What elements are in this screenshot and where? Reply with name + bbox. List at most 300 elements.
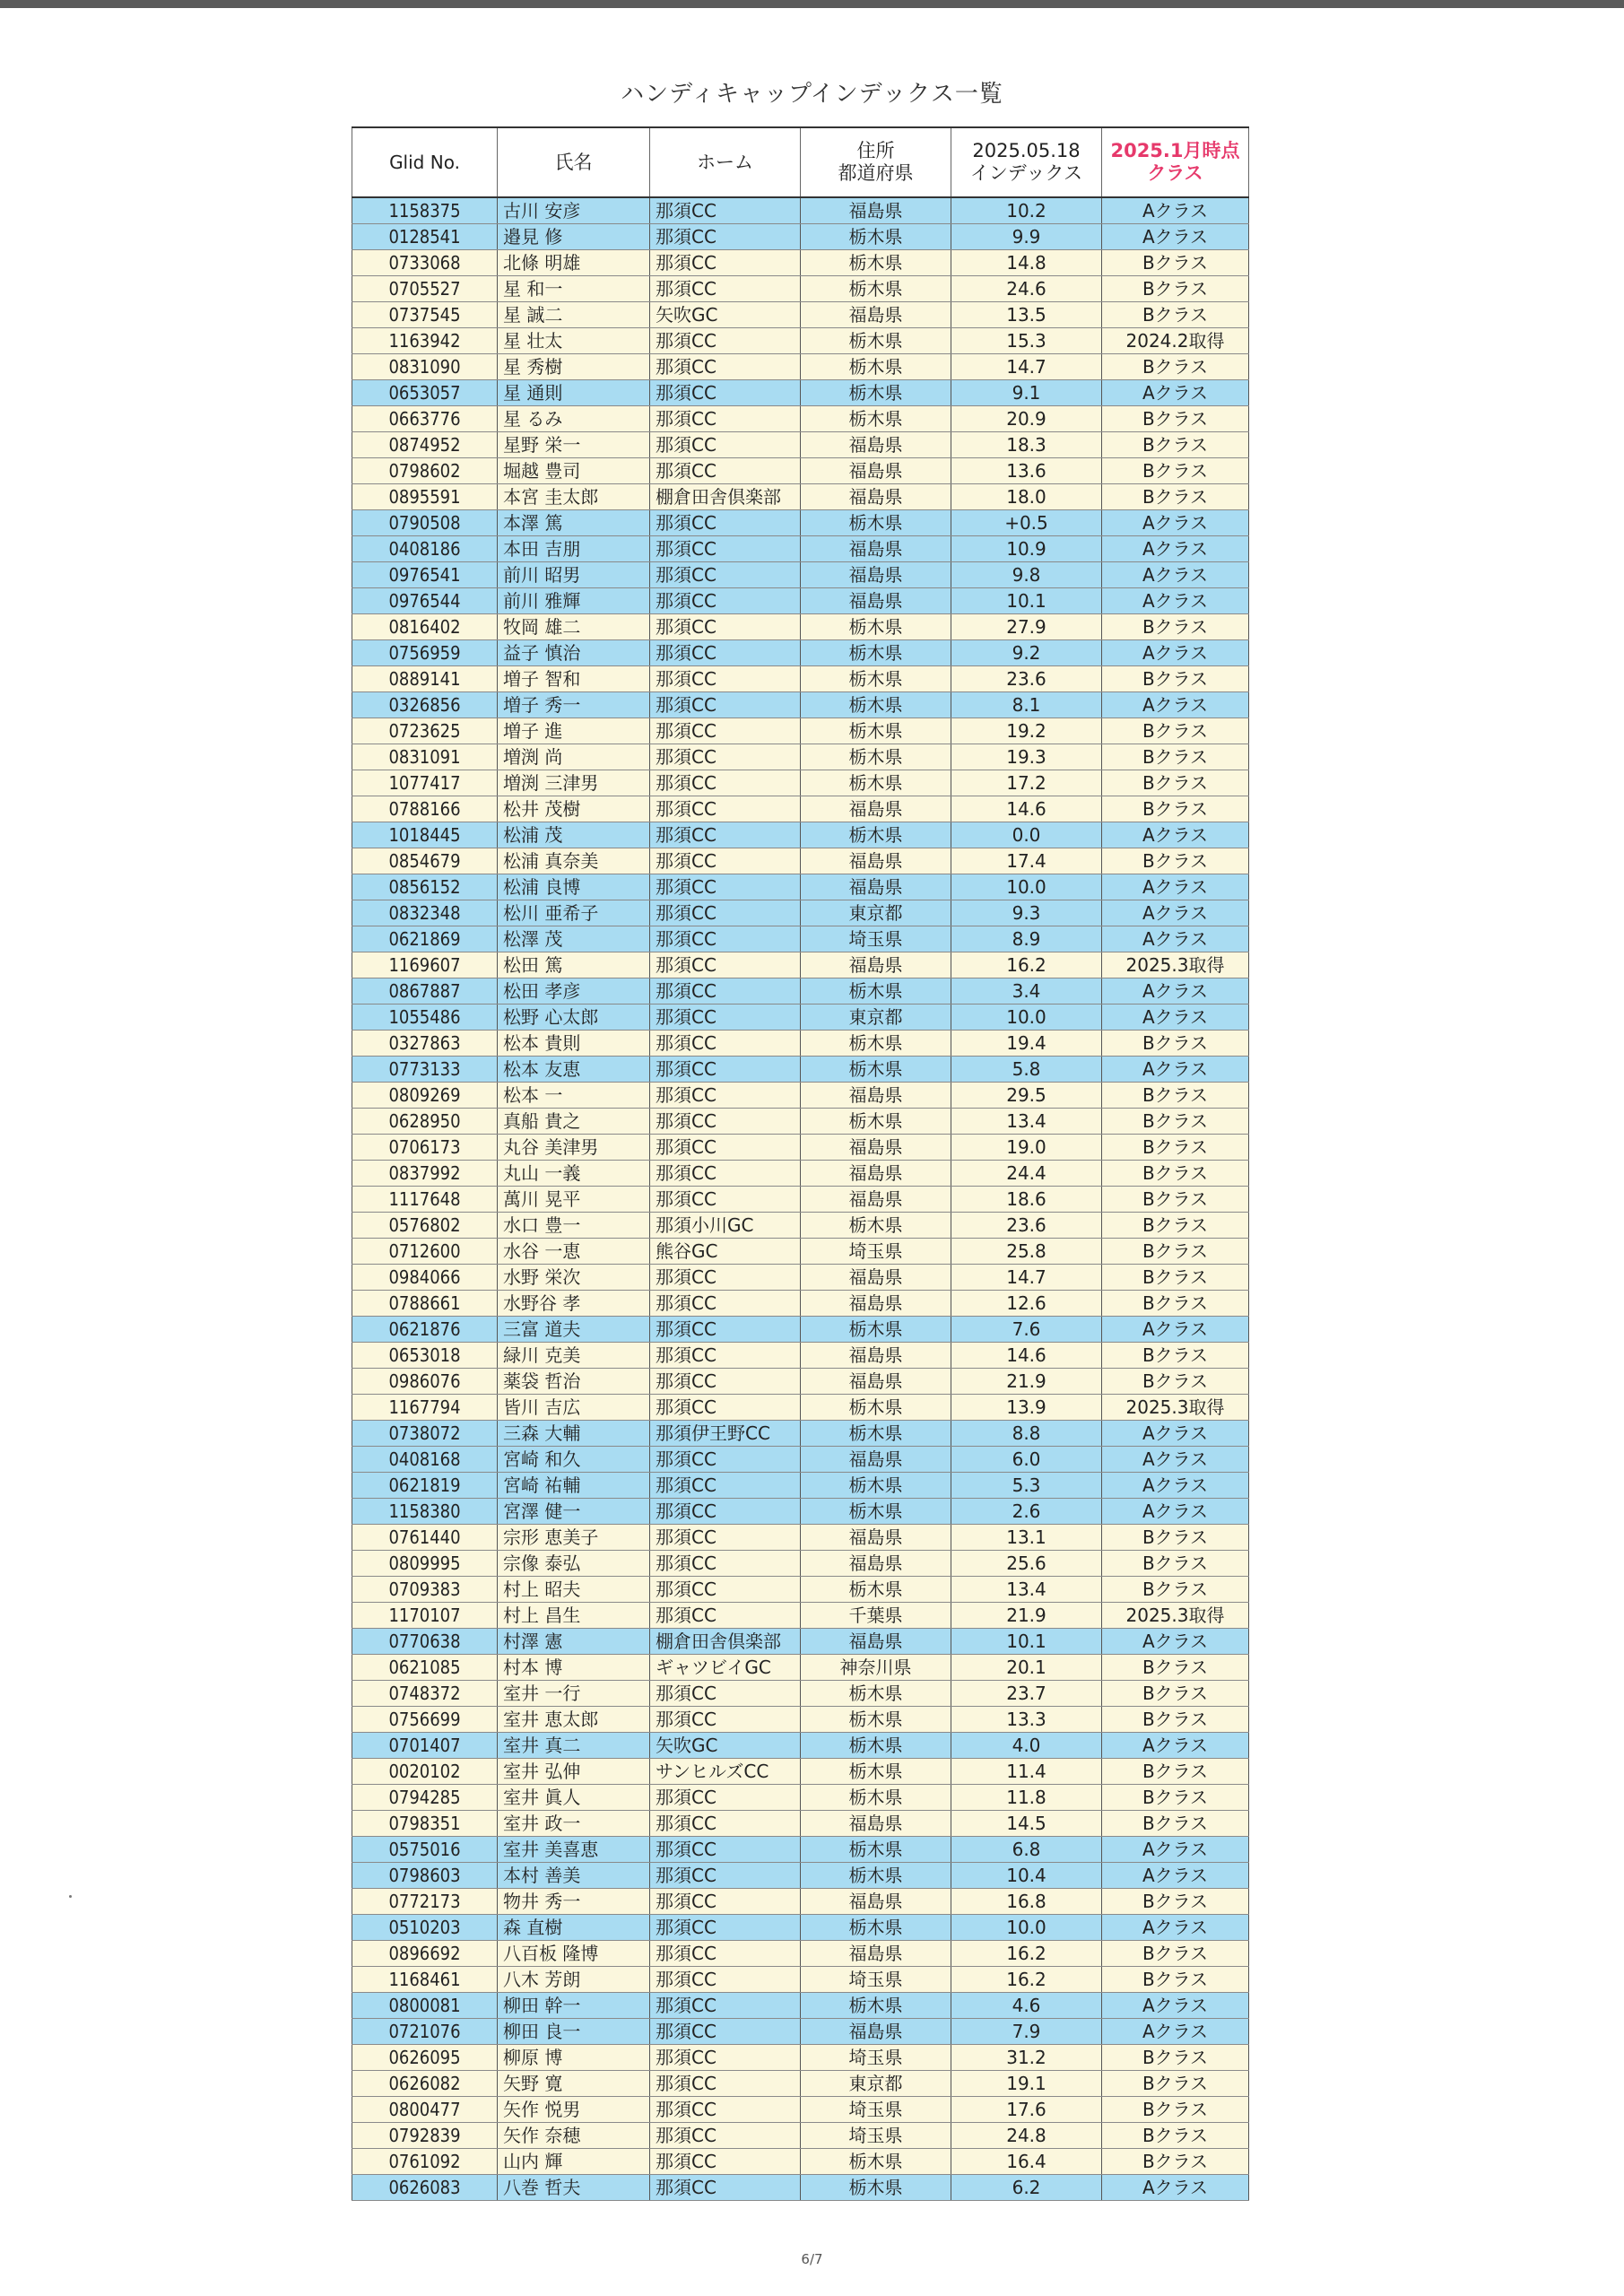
table-row xyxy=(352,197,1249,224)
pref-cell: 栃木県 xyxy=(801,510,951,536)
class-cell: Aクラス xyxy=(1102,197,1249,224)
name-cell: 薬袋 哲治 xyxy=(498,1369,650,1395)
table-row xyxy=(352,432,1249,458)
glid-cell: 0408168 xyxy=(352,1447,498,1473)
class-cell: Bクラス xyxy=(1102,1031,1249,1057)
table-row xyxy=(352,1655,1249,1681)
table-row xyxy=(352,1863,1249,1889)
scan-top-edge xyxy=(0,0,1624,8)
pref-cell: 福島県 xyxy=(801,1551,951,1577)
name-cell: 松本 友恵 xyxy=(498,1057,650,1083)
glid-cell: 0867887 xyxy=(352,978,498,1004)
class-cell: Aクラス xyxy=(1102,874,1249,900)
class-cell: Aクラス xyxy=(1102,2175,1249,2201)
header-index xyxy=(951,127,1102,197)
glid-cell: 0626082 xyxy=(352,2071,498,2097)
class-cell: Bクラス xyxy=(1102,614,1249,640)
name-cell: 松田 孝彦 xyxy=(498,978,650,1004)
table-row xyxy=(352,484,1249,510)
index-cell: 6.8 xyxy=(951,1837,1102,1863)
table-row xyxy=(352,1603,1249,1629)
table-row xyxy=(352,276,1249,302)
home-cell: 那須CC xyxy=(650,588,801,614)
header-glid xyxy=(352,127,498,197)
table-row xyxy=(352,458,1249,484)
name-cell: 牧岡 雄二 xyxy=(498,614,650,640)
table-row xyxy=(352,1993,1249,2019)
class-cell: Bクラス xyxy=(1102,1109,1249,1135)
class-cell: Bクラス xyxy=(1102,302,1249,328)
home-cell: 那須CC xyxy=(650,718,801,744)
name-cell: 矢作 悦男 xyxy=(498,2097,650,2123)
table-row xyxy=(352,328,1249,354)
name-cell: 丸谷 美津男 xyxy=(498,1135,650,1161)
name-cell: 三森 大輔 xyxy=(498,1421,650,1447)
index-cell: 10.9 xyxy=(951,536,1102,562)
index-cell: 8.9 xyxy=(951,926,1102,952)
glid-cell: 0773133 xyxy=(352,1057,498,1083)
home-cell: 那須CC xyxy=(650,458,801,484)
name-cell: 室井 眞人 xyxy=(498,1785,650,1811)
pref-cell: 栃木県 xyxy=(801,640,951,666)
name-cell: 本田 吉朋 xyxy=(498,536,650,562)
glid-cell: 0628950 xyxy=(352,1109,498,1135)
pref-cell: 栃木県 xyxy=(801,1031,951,1057)
glid-cell: 0723625 xyxy=(352,718,498,744)
home-cell: 那須CC xyxy=(650,1187,801,1213)
home-cell: 那須CC xyxy=(650,666,801,692)
table-row xyxy=(352,770,1249,796)
pref-cell: 福島県 xyxy=(801,2019,951,2045)
header-class-line1: 2025.1月時点 xyxy=(1110,140,1240,161)
name-cell: 増子 進 xyxy=(498,718,650,744)
class-cell: Bクラス xyxy=(1102,744,1249,770)
pref-cell: 栃木県 xyxy=(801,614,951,640)
name-cell: 三富 道夫 xyxy=(498,1317,650,1343)
pref-cell: 埼玉県 xyxy=(801,2097,951,2123)
home-cell: 那須CC xyxy=(650,536,801,562)
glid-cell: 0896692 xyxy=(352,1941,498,1967)
table-row xyxy=(352,1525,1249,1551)
name-cell: 森 直樹 xyxy=(498,1915,650,1941)
pref-cell: 福島県 xyxy=(801,1447,951,1473)
index-cell: 2.6 xyxy=(951,1499,1102,1525)
index-cell: 13.9 xyxy=(951,1395,1102,1421)
glid-cell: 0701407 xyxy=(352,1733,498,1759)
glid-cell: 0663776 xyxy=(352,406,498,432)
home-cell: 那須CC xyxy=(650,770,801,796)
name-cell: 松浦 真奈美 xyxy=(498,848,650,874)
index-cell: 29.5 xyxy=(951,1083,1102,1109)
class-cell: Bクラス xyxy=(1102,1785,1249,1811)
table-row xyxy=(352,1109,1249,1135)
pref-cell: 東京都 xyxy=(801,1004,951,1031)
pref-cell: 東京都 xyxy=(801,900,951,926)
name-cell: 室井 真二 xyxy=(498,1733,650,1759)
pref-cell: 神奈川県 xyxy=(801,1655,951,1681)
home-cell: 棚倉田舎倶楽部 xyxy=(650,484,801,510)
pref-cell: 栃木県 xyxy=(801,978,951,1004)
table-row xyxy=(352,1265,1249,1291)
index-cell: 16.2 xyxy=(951,1967,1102,1993)
class-cell: Aクラス xyxy=(1102,588,1249,614)
name-cell: 水野谷 孝 xyxy=(498,1291,650,1317)
glid-cell: 0984066 xyxy=(352,1265,498,1291)
handicap-index-table xyxy=(352,126,1249,2201)
table-row xyxy=(352,1577,1249,1603)
pref-cell: 福島県 xyxy=(801,432,951,458)
table-row xyxy=(352,2149,1249,2175)
table-row xyxy=(352,1837,1249,1863)
pref-cell: 福島県 xyxy=(801,458,951,484)
index-cell: 7.6 xyxy=(951,1317,1102,1343)
name-cell: 八巻 哲夫 xyxy=(498,2175,650,2201)
table-row xyxy=(352,380,1249,406)
index-cell: 17.6 xyxy=(951,2097,1102,2123)
header-class-line2: クラス xyxy=(1147,162,1203,184)
table-row xyxy=(352,796,1249,822)
home-cell: ギャツビイGC xyxy=(650,1655,801,1681)
name-cell: 増渕 三津男 xyxy=(498,770,650,796)
table-row xyxy=(352,926,1249,952)
class-cell: Bクラス xyxy=(1102,1161,1249,1187)
table-row xyxy=(352,978,1249,1004)
glid-cell: 0709383 xyxy=(352,1577,498,1603)
table-row xyxy=(352,1031,1249,1057)
class-cell: Aクラス xyxy=(1102,1004,1249,1031)
class-cell: Aクラス xyxy=(1102,1447,1249,1473)
glid-cell: 0575016 xyxy=(352,1837,498,1863)
pref-cell: 栃木県 xyxy=(801,1499,951,1525)
table-row xyxy=(352,1811,1249,1837)
name-cell: 室井 恵太郎 xyxy=(498,1707,650,1733)
pref-cell: 栃木県 xyxy=(801,1421,951,1447)
table-row xyxy=(352,588,1249,614)
glid-cell: 0831090 xyxy=(352,354,498,380)
table-row xyxy=(352,614,1249,640)
glid-cell: 1167794 xyxy=(352,1395,498,1421)
glid-cell: 1117648 xyxy=(352,1187,498,1213)
glid-cell: 0621869 xyxy=(352,926,498,952)
glid-cell: 0705527 xyxy=(352,276,498,302)
index-cell: 13.1 xyxy=(951,1525,1102,1551)
pref-cell: 福島県 xyxy=(801,1083,951,1109)
index-cell: 14.6 xyxy=(951,796,1102,822)
index-cell: 23.6 xyxy=(951,1213,1102,1239)
index-cell: 24.6 xyxy=(951,276,1102,302)
name-cell: 松澤 茂 xyxy=(498,926,650,952)
home-cell: 熊谷GC xyxy=(650,1239,801,1265)
home-cell: 那須CC xyxy=(650,224,801,250)
name-cell: 本宮 圭太郎 xyxy=(498,484,650,510)
name-cell: 柳原 博 xyxy=(498,2045,650,2071)
table-row xyxy=(352,1681,1249,1707)
glid-cell: 0889141 xyxy=(352,666,498,692)
glid-cell: 0621819 xyxy=(352,1473,498,1499)
pref-cell: 栃木県 xyxy=(801,1577,951,1603)
home-cell: 那須伊王野CC xyxy=(650,1421,801,1447)
name-cell: 増渕 尚 xyxy=(498,744,650,770)
pref-cell: 栃木県 xyxy=(801,1733,951,1759)
table-row xyxy=(352,1083,1249,1109)
pref-cell: 栃木県 xyxy=(801,1681,951,1707)
home-cell: 那須CC xyxy=(650,1031,801,1057)
name-cell: 萬川 晃平 xyxy=(498,1187,650,1213)
glid-cell: 0837992 xyxy=(352,1161,498,1187)
name-cell: 矢野 寛 xyxy=(498,2071,650,2097)
index-cell: 18.6 xyxy=(951,1187,1102,1213)
table-row xyxy=(352,1057,1249,1083)
index-cell: 18.0 xyxy=(951,484,1102,510)
index-cell: 14.8 xyxy=(951,250,1102,276)
table-row xyxy=(352,874,1249,900)
name-cell: 皆川 吉広 xyxy=(498,1395,650,1421)
home-cell: 那須CC xyxy=(650,692,801,718)
home-cell: 那須CC xyxy=(650,822,801,848)
index-cell: 19.4 xyxy=(951,1031,1102,1057)
class-cell: Aクラス xyxy=(1102,1863,1249,1889)
pref-cell: 栃木県 xyxy=(801,692,951,718)
class-cell: Bクラス xyxy=(1102,354,1249,380)
home-cell: 那須CC xyxy=(650,250,801,276)
name-cell: 星 秀樹 xyxy=(498,354,650,380)
table-row xyxy=(352,1889,1249,1915)
table-row xyxy=(352,744,1249,770)
index-cell: 19.3 xyxy=(951,744,1102,770)
class-cell: Aクラス xyxy=(1102,1837,1249,1863)
index-cell: 9.3 xyxy=(951,900,1102,926)
index-cell: 7.9 xyxy=(951,2019,1102,2045)
index-cell: 6.2 xyxy=(951,2175,1102,2201)
index-cell: +0.5 xyxy=(951,510,1102,536)
home-cell: 那須CC xyxy=(650,1707,801,1733)
table-row xyxy=(352,1941,1249,1967)
glid-cell: 0792839 xyxy=(352,2123,498,2149)
pref-cell: 栃木県 xyxy=(801,1109,951,1135)
glid-cell: 1055486 xyxy=(352,1004,498,1031)
class-cell: Bクラス xyxy=(1102,1889,1249,1915)
table-row xyxy=(352,822,1249,848)
glid-cell: 0738072 xyxy=(352,1421,498,1447)
table-row xyxy=(352,1135,1249,1161)
name-cell: 柳田 良一 xyxy=(498,2019,650,2045)
name-cell: 本澤 篤 xyxy=(498,510,650,536)
name-cell: 宗像 泰弘 xyxy=(498,1551,650,1577)
table-row xyxy=(352,1733,1249,1759)
glid-cell: 0712600 xyxy=(352,1239,498,1265)
home-cell: 那須CC xyxy=(650,380,801,406)
index-cell: 5.8 xyxy=(951,1057,1102,1083)
name-cell: 邉見 修 xyxy=(498,224,650,250)
pref-cell: 埼玉県 xyxy=(801,2123,951,2149)
home-cell: 那須CC xyxy=(650,1993,801,2019)
class-cell: Aクラス xyxy=(1102,2019,1249,2045)
index-cell: 14.7 xyxy=(951,354,1102,380)
glid-cell: 0798603 xyxy=(352,1863,498,1889)
pref-cell: 福島県 xyxy=(801,796,951,822)
class-cell: Bクラス xyxy=(1102,1941,1249,1967)
pref-cell: 埼玉県 xyxy=(801,1239,951,1265)
home-cell: 棚倉田舎倶楽部 xyxy=(650,1629,801,1655)
home-cell: 那須CC xyxy=(650,952,801,978)
glid-cell: 1077417 xyxy=(352,770,498,796)
name-cell: 村上 昌生 xyxy=(498,1603,650,1629)
glid-cell: 0621876 xyxy=(352,1317,498,1343)
header-pref-line2: 都道府県 xyxy=(838,162,914,184)
header-pref xyxy=(801,127,951,197)
class-cell: Bクラス xyxy=(1102,1239,1249,1265)
class-cell: Bクラス xyxy=(1102,1291,1249,1317)
class-cell: Aクラス xyxy=(1102,1473,1249,1499)
table-row xyxy=(352,2175,1249,2201)
name-cell: 八百板 隆博 xyxy=(498,1941,650,1967)
glid-cell: 0576802 xyxy=(352,1213,498,1239)
name-cell: 村上 昭夫 xyxy=(498,1577,650,1603)
header-glid-label: Glid No. xyxy=(389,151,460,173)
glid-cell: 0756959 xyxy=(352,640,498,666)
pref-cell: 栃木県 xyxy=(801,1837,951,1863)
name-cell: 物井 秀一 xyxy=(498,1889,650,1915)
glid-cell: 0788661 xyxy=(352,1291,498,1317)
index-cell: 16.8 xyxy=(951,1889,1102,1915)
table-row xyxy=(352,952,1249,978)
class-cell: Bクラス xyxy=(1102,458,1249,484)
class-cell: Aクラス xyxy=(1102,380,1249,406)
class-cell: Aクラス xyxy=(1102,224,1249,250)
index-cell: 9.8 xyxy=(951,562,1102,588)
table-row xyxy=(352,1187,1249,1213)
glid-cell: 0800477 xyxy=(352,2097,498,2123)
pref-cell: 栃木県 xyxy=(801,354,951,380)
table-row xyxy=(352,1707,1249,1733)
header-home xyxy=(650,127,801,197)
pref-cell: 栃木県 xyxy=(801,1317,951,1343)
class-cell: Bクラス xyxy=(1102,250,1249,276)
table-row xyxy=(352,1759,1249,1785)
table-header-row xyxy=(352,127,1249,197)
class-cell: Bクラス xyxy=(1102,1655,1249,1681)
index-cell: 13.3 xyxy=(951,1707,1102,1733)
pref-cell: 栃木県 xyxy=(801,1863,951,1889)
class-cell: Aクラス xyxy=(1102,1915,1249,1941)
home-cell: 那須CC xyxy=(650,1135,801,1161)
table-row xyxy=(352,1395,1249,1421)
pref-cell: 栃木県 xyxy=(801,328,951,354)
name-cell: 増子 智和 xyxy=(498,666,650,692)
glid-cell: 0986076 xyxy=(352,1369,498,1395)
table-row xyxy=(352,1915,1249,1941)
class-cell: Bクラス xyxy=(1102,1135,1249,1161)
glid-cell: 1158380 xyxy=(352,1499,498,1525)
pref-cell: 福島県 xyxy=(801,874,951,900)
home-cell: 那須CC xyxy=(650,796,801,822)
home-cell: 那須CC xyxy=(650,406,801,432)
name-cell: 丸山 一義 xyxy=(498,1161,650,1187)
table-row xyxy=(352,1004,1249,1031)
table-row xyxy=(352,562,1249,588)
glid-cell: 0798602 xyxy=(352,458,498,484)
index-cell: 9.1 xyxy=(951,380,1102,406)
index-cell: 25.6 xyxy=(951,1551,1102,1577)
name-cell: 柳田 幹一 xyxy=(498,1993,650,2019)
name-cell: 星 和一 xyxy=(498,276,650,302)
header-pref-line1: 住所 xyxy=(856,140,895,161)
home-cell: 那須CC xyxy=(650,1109,801,1135)
home-cell: 那須CC xyxy=(650,276,801,302)
table-row xyxy=(352,900,1249,926)
table-row xyxy=(352,510,1249,536)
class-cell: Bクラス xyxy=(1102,2071,1249,2097)
glid-cell: 0748372 xyxy=(352,1681,498,1707)
class-cell: Bクラス xyxy=(1102,1759,1249,1785)
pref-cell: 福島県 xyxy=(801,1343,951,1369)
name-cell: 宮崎 和久 xyxy=(498,1447,650,1473)
pref-cell: 栃木県 xyxy=(801,1395,951,1421)
class-cell: Bクラス xyxy=(1102,1707,1249,1733)
name-cell: 水野 栄次 xyxy=(498,1265,650,1291)
index-cell: 13.4 xyxy=(951,1577,1102,1603)
home-cell: 那須CC xyxy=(650,2149,801,2175)
home-cell: 那須CC xyxy=(650,2071,801,2097)
glid-cell: 0770638 xyxy=(352,1629,498,1655)
table-row xyxy=(352,224,1249,250)
class-cell: Bクラス xyxy=(1102,432,1249,458)
class-cell: 2025.3取得 xyxy=(1102,1603,1249,1629)
glid-cell: 0831091 xyxy=(352,744,498,770)
class-cell: Bクラス xyxy=(1102,1343,1249,1369)
pref-cell: 栃木県 xyxy=(801,1785,951,1811)
pref-cell: 福島県 xyxy=(801,1629,951,1655)
home-cell: 那須CC xyxy=(650,744,801,770)
index-cell: 21.9 xyxy=(951,1603,1102,1629)
pref-cell: 栃木県 xyxy=(801,1707,951,1733)
home-cell: 那須CC xyxy=(650,1863,801,1889)
name-cell: 村澤 憲 xyxy=(498,1629,650,1655)
index-cell: 13.5 xyxy=(951,302,1102,328)
pref-cell: 栃木県 xyxy=(801,1759,951,1785)
class-cell: Bクラス xyxy=(1102,2123,1249,2149)
index-cell: 11.8 xyxy=(951,1785,1102,1811)
class-cell: Bクラス xyxy=(1102,276,1249,302)
name-cell: 松井 茂樹 xyxy=(498,796,650,822)
index-cell: 4.6 xyxy=(951,1993,1102,2019)
class-cell: Bクラス xyxy=(1102,2097,1249,2123)
home-cell: 那須CC xyxy=(650,1057,801,1083)
home-cell: 那須CC xyxy=(650,1915,801,1941)
home-cell: 那須CC xyxy=(650,614,801,640)
glid-cell: 1169607 xyxy=(352,952,498,978)
pref-cell: 栃木県 xyxy=(801,666,951,692)
class-cell: Aクラス xyxy=(1102,1733,1249,1759)
pref-cell: 栃木県 xyxy=(801,1993,951,2019)
pref-cell: 福島県 xyxy=(801,952,951,978)
glid-cell: 0510203 xyxy=(352,1915,498,1941)
glid-cell: 1170107 xyxy=(352,1603,498,1629)
pref-cell: 栃木県 xyxy=(801,2175,951,2201)
glid-cell: 0761440 xyxy=(352,1525,498,1551)
home-cell: 那須CC xyxy=(650,2123,801,2149)
glid-cell: 0621085 xyxy=(352,1655,498,1681)
name-cell: 宗形 恵美子 xyxy=(498,1525,650,1551)
pref-cell: 栃木県 xyxy=(801,380,951,406)
index-cell: 12.6 xyxy=(951,1291,1102,1317)
index-cell: 16.4 xyxy=(951,2149,1102,2175)
glid-cell: 1163942 xyxy=(352,328,498,354)
home-cell: 那須CC xyxy=(650,2019,801,2045)
home-cell: 那須CC xyxy=(650,354,801,380)
glid-cell: 0895591 xyxy=(352,484,498,510)
home-cell: 那須CC xyxy=(650,900,801,926)
